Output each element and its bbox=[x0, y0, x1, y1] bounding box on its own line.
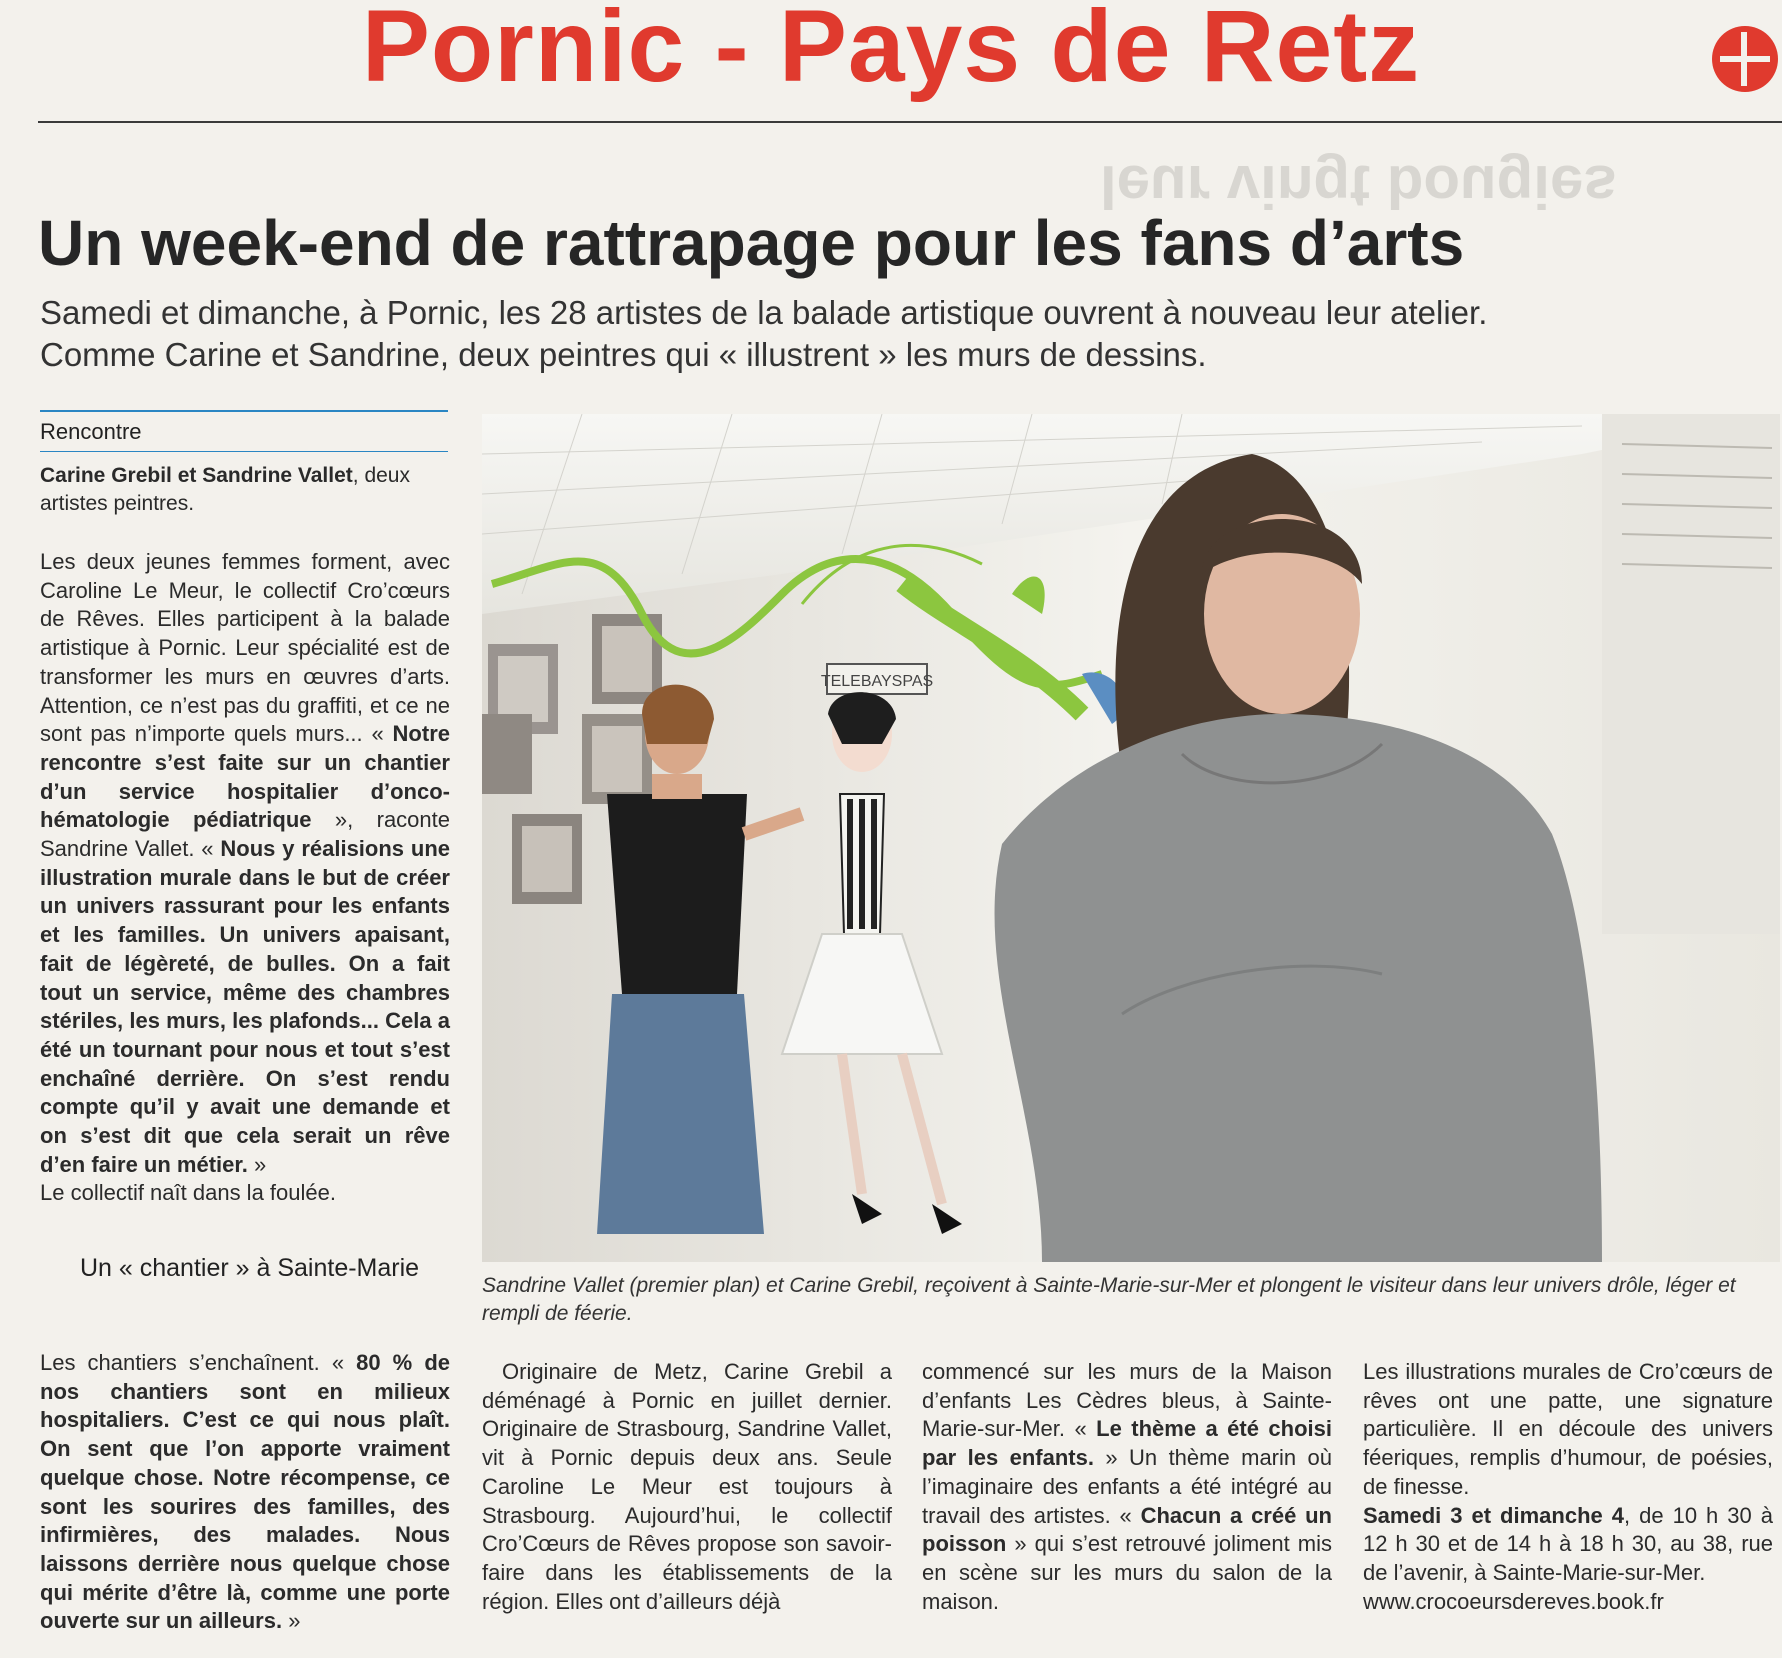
standfirst-line: Comme Carine et Sandrine, deux peintres qui « illustrent » les murs de dessins. bbox=[40, 336, 1207, 373]
article-column-1-continued bbox=[40, 1327, 450, 1658]
article-photo bbox=[482, 414, 1780, 1262]
paragraph: Originaire de Metz, Carine Grebil a déménagé à Pornic en juillet dernier. Originaire de Strasbourg, Sandrine Vallet, vit à Pornic depuis deux ans. Seule Caroline Le Meur est toujours à Strasbourg. Aujourd’hui, le collectif Cro’Cœurs de Rêves propose son savoir-faire dans les établissements de la région. Elles ont d’ailleurs déjà bbox=[482, 1359, 892, 1614]
byline bbox=[40, 462, 450, 518]
paragraph bbox=[40, 548, 450, 1179]
show-through-text: leur vingt bougies bbox=[1100, 153, 1617, 220]
quote: Chacun a créé un poisson bbox=[922, 1502, 1332, 1557]
kicker-rule bbox=[40, 451, 448, 452]
article-column-3 bbox=[922, 1358, 1332, 1616]
event-info bbox=[1363, 1502, 1773, 1588]
text: » qui s’est retrouvé joliment mis en scène sur les murs du salon de la maison. bbox=[922, 1531, 1332, 1614]
event-details: , de 10 h 30 à 12 h 30 et de 14 h à 18 h 30, au 38, rue de l’avenir, à Sainte-Marie-sur-Mer. bbox=[1363, 1502, 1774, 1585]
quote: Le thème a été choisi par les enfants. bbox=[922, 1416, 1332, 1471]
photo-caption: Sandrine Vallet (premier plan) et Carine Grebil, reçoivent à Sainte-Marie-sur-Mer et plongent le visiteur dans leur univers drôle, léger et rempli de féerie. bbox=[482, 1274, 1736, 1325]
article-column-4 bbox=[1363, 1358, 1773, 1616]
paragraph: Les illustrations murales de Cro’cœurs de rêves ont une patte, une signature particulière. Il en découle des univers féeriques, remplis d’humour, de poésies, de finesse. bbox=[1363, 1359, 1773, 1499]
standfirst bbox=[40, 292, 1760, 376]
text: » bbox=[247, 1151, 267, 1177]
text: », raconte Sandrine Vallet. « bbox=[40, 807, 451, 862]
section-title: Pornic - Pays de Retz bbox=[361, 0, 1421, 103]
article-column-2 bbox=[482, 1358, 892, 1616]
article-column-1 bbox=[40, 548, 450, 1208]
event-dates: Samedi 3 et dimanche 4 bbox=[1363, 1502, 1624, 1528]
kicker: Rencontre bbox=[40, 419, 142, 444]
kicker-rule bbox=[40, 410, 448, 412]
website-link[interactable]: www.crocoeursdereves.book.fr bbox=[1363, 1588, 1664, 1614]
newspaper-logo-icon bbox=[1710, 24, 1780, 94]
header-rule bbox=[38, 121, 1782, 123]
paragraph: Le collectif naît dans la foulée. bbox=[40, 1180, 336, 1206]
text: Les chantiers s’enchaînent. « bbox=[40, 1350, 357, 1375]
quote: Nous y réalisions une illustration murale dans le but de créer un univers rassurant pour les enfants et les familles. Un univers apaisant, fait de légèreté, de bulles. On a fait tout un service, même des chambres stériles, les murs, les plafonds... Cela a été un tournant pour nous et tout s’est enchaîné derrière. On s’est rendu compte qu’il y avait une demande et on s’est dit que cela serait un rêve d’en faire un métier. bbox=[40, 836, 450, 1177]
paragraph bbox=[922, 1358, 1332, 1616]
paragraph bbox=[40, 1349, 450, 1636]
headline: Un week-end de rattrapage pour les fans d’arts bbox=[38, 207, 1465, 279]
subheading: Un « chantier » à Sainte-Marie bbox=[80, 1254, 420, 1282]
standfirst-line: Samedi et dimanche, à Pornic, les 28 artistes de la balade artistique ouvrent à nouveau leur atelier. bbox=[40, 294, 1488, 331]
quote: Notre rencontre s’est faite sur un chantier d’un service hospitalier d’onco-hématologie pédiatrique bbox=[40, 721, 450, 833]
byline-role: , deux artistes peintres. bbox=[40, 464, 410, 515]
quote: 80 % de nos chantiers sont en milieux hospitaliers. C’est ce qui nous plaît. On sent que l’on apporte vraiment quelque chose. Notre récompense, ce sont les sourires des familles, des infirmières, des malades. Nous laissons derrière nous quelque chose qui mérite d’être là, comme une porte ouverte sur un ailleurs. bbox=[40, 1350, 450, 1634]
text: Les deux jeunes femmes forment, avec Caroline Le Meur, le collectif Cro’cœurs de Rêves. Elles participent à la balade artistique à Pornic. Leur spécialité est de transformer les murs en œuvres d’arts. Attention, ce n’est pas du graffiti, et ce ne sont pas n’importe quels murs... « bbox=[40, 549, 450, 747]
wall-sign-text: TELEBAYSPAS bbox=[820, 673, 934, 690]
byline-names: Carine Grebil et Sandrine Vallet bbox=[40, 464, 353, 487]
text: commencé sur les murs de la Maison d’enfants Les Cèdres bleus, à Sainte-Marie-sur-Mer. « bbox=[922, 1359, 1332, 1442]
text: » bbox=[282, 1608, 301, 1634]
text: » Un thème marin où l’imaginaire des enfants a été intégré au travail des artistes. « bbox=[922, 1445, 1333, 1528]
